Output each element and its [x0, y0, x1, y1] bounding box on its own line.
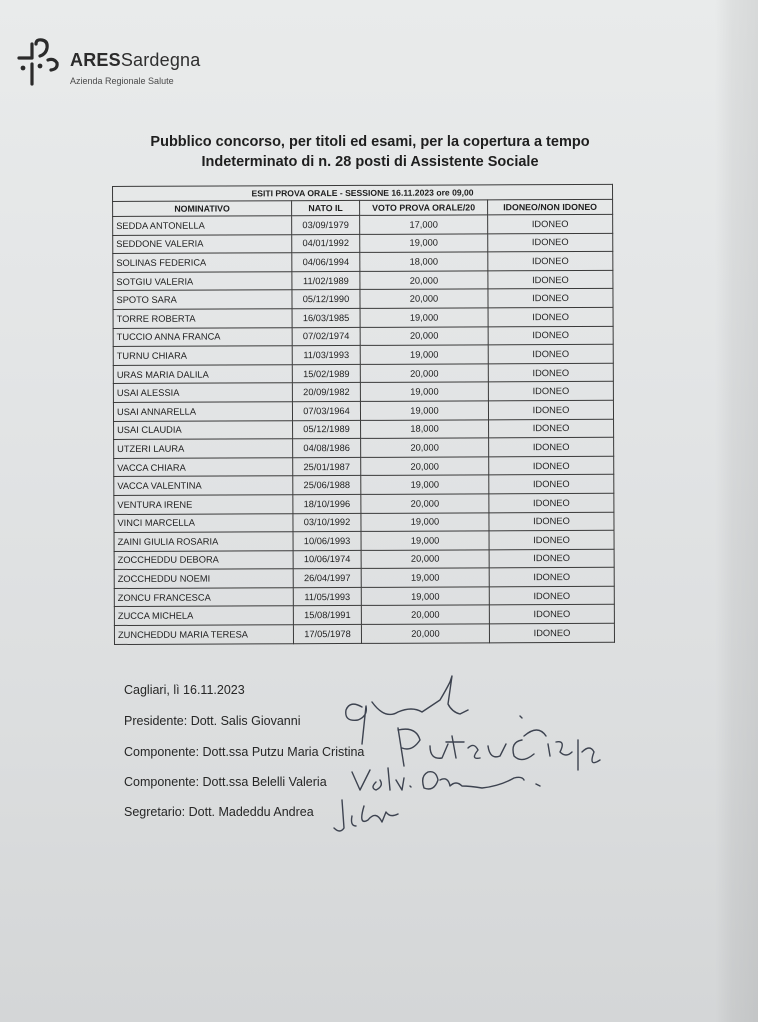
table-row: [114, 530, 614, 551]
table-row: [114, 549, 614, 570]
cell-born: 10/06/1974: [293, 550, 361, 569]
cell-name: SPOTO SARA: [113, 290, 292, 309]
cell-born: 20/09/1982: [292, 383, 360, 402]
cell-result: IDONEO: [488, 233, 613, 252]
cell-score: 19,000: [361, 531, 489, 550]
cell-born: 07/02/1974: [292, 327, 360, 346]
cell-score: 19,000: [361, 512, 489, 531]
cell-result: IDONEO: [488, 252, 613, 271]
cell-result: IDONEO: [488, 363, 613, 382]
cell-score: 19,000: [361, 568, 489, 587]
cell-score: 19,000: [360, 308, 488, 327]
cell-result: IDONEO: [489, 493, 614, 512]
table-row: [114, 456, 614, 477]
cell-name: SOLINAS FEDERICA: [113, 253, 292, 272]
cell-score: 19,000: [361, 587, 489, 606]
cell-name: VACCA CHIARA: [114, 457, 293, 476]
cell-born: 18/10/1996: [293, 494, 361, 513]
cell-name: ZONCU FRANCESCA: [114, 588, 293, 607]
cell-result: IDONEO: [489, 605, 614, 624]
cell-score: 20,000: [360, 271, 488, 290]
cell-name: VACCA VALENTINA: [114, 476, 293, 495]
cell-result: IDONEO: [489, 456, 614, 475]
table-row: [113, 382, 613, 403]
cell-score: 20,000: [360, 289, 488, 308]
cell-born: 04/01/1992: [292, 234, 360, 253]
cell-result: IDONEO: [488, 400, 613, 419]
cell-name: ZOCCHEDDU NOEMI: [114, 569, 293, 588]
cell-result: IDONEO: [489, 530, 614, 549]
cell-name: TURNU CHIARA: [113, 346, 292, 365]
member2-line: Componente: Dott.ssa Belelli Valeria: [124, 775, 327, 789]
cell-name: SOTGIU VALERIA: [113, 271, 292, 290]
cell-score: 17,000: [360, 215, 488, 234]
cell-name: ZAINI GIULIA ROSARIA: [114, 532, 293, 551]
table-row: [113, 307, 613, 328]
table-row: [114, 623, 614, 644]
cell-name: ZOCCHEDDU DEBORA: [114, 550, 293, 569]
cell-born: 17/05/1978: [293, 624, 361, 643]
cell-result: IDONEO: [488, 214, 613, 233]
column-header-born: NATO IL: [292, 200, 360, 215]
cell-result: IDONEO: [489, 512, 614, 531]
session-header: ESITI PROVA ORALE - SESSIONE 16.11.2023 ore 09,00: [113, 184, 613, 201]
cell-result: IDONEO: [488, 344, 613, 363]
cell-score: 20,000: [361, 624, 489, 643]
cell-born: 26/04/1997: [293, 569, 361, 588]
cell-score: 19,000: [361, 475, 489, 494]
cell-score: 20,000: [361, 494, 489, 513]
cell-result: IDONEO: [489, 586, 614, 605]
table-row: [114, 475, 614, 496]
cell-score: 20,000: [361, 605, 489, 624]
table-row: [113, 363, 613, 384]
cell-score: 20,000: [361, 550, 489, 569]
cell-name: USAI ANNARELLA: [113, 402, 292, 421]
cell-score: 20,000: [360, 326, 488, 345]
cell-result: IDONEO: [489, 419, 614, 438]
cell-name: UTZERI LAURA: [114, 439, 293, 458]
table-row: [114, 568, 614, 589]
cell-born: 03/10/1992: [293, 513, 361, 532]
table-row: [114, 586, 614, 607]
cell-name: ZUCCA MICHELA: [114, 606, 293, 625]
cell-born: 04/06/1994: [292, 253, 360, 272]
table-row: [113, 270, 613, 291]
cell-name: SEDDONE VALERIA: [113, 234, 292, 253]
logo-brand-rest: Sardegna: [120, 50, 201, 70]
cell-born: 11/03/1993: [292, 346, 360, 365]
results-table-body: [113, 214, 615, 644]
cell-born: 05/12/1990: [292, 290, 360, 309]
cell-result: IDONEO: [488, 270, 613, 289]
table-row: [113, 252, 613, 273]
cell-result: IDONEO: [489, 623, 614, 642]
cell-score: 18,000: [360, 252, 488, 271]
results-table: [112, 184, 615, 645]
cell-name: TORRE ROBERTA: [113, 309, 292, 328]
table-row: [113, 214, 613, 235]
table-row: [114, 419, 614, 440]
cell-born: 10/06/1993: [293, 532, 361, 551]
cell-born: 11/05/1993: [293, 587, 361, 606]
ares-cross-icon: [14, 38, 66, 88]
cell-born: 03/09/1979: [292, 215, 360, 234]
table-row: [113, 233, 613, 254]
cell-born: 04/08/1986: [293, 439, 361, 458]
cell-born: 15/08/1991: [293, 606, 361, 625]
cell-result: IDONEO: [488, 307, 613, 326]
cell-result: IDONEO: [489, 568, 614, 587]
logo-subtitle: Azienda Regionale Salute: [70, 76, 174, 86]
president-line: Presidente: Dott. Salis Giovanni: [124, 714, 301, 728]
cell-score: 19,000: [360, 401, 488, 420]
page-fold-shadow: [715, 0, 758, 1022]
secretary-line: Segretario: Dott. Madeddu Andrea: [124, 805, 314, 819]
member1-line: Componente: Dott.ssa Putzu Maria Cristina: [124, 745, 365, 759]
cell-score: 19,000: [360, 382, 488, 401]
cell-born: 15/02/1989: [292, 364, 360, 383]
column-header-result: IDONEO/NON IDONEO: [488, 199, 613, 215]
cell-score: 20,000: [361, 457, 489, 476]
place-date: Cagliari, lì 16.11.2023: [124, 683, 245, 697]
cell-born: 05/12/1989: [293, 420, 361, 439]
cell-result: IDONEO: [488, 289, 613, 308]
cell-score: 19,000: [360, 233, 488, 252]
cell-name: USAI ALESSIA: [113, 383, 292, 402]
document-title-line2: Indeterminato di n. 28 posti di Assistente Sociale: [201, 154, 539, 170]
table-row: [114, 605, 614, 626]
cell-score: 20,000: [361, 438, 489, 457]
cell-name: URAS MARIA DALILA: [113, 364, 292, 383]
table-row: [113, 326, 613, 347]
logo-brand-name: [70, 50, 200, 71]
logo-brand-bold: ARES: [70, 50, 121, 70]
cell-result: IDONEO: [489, 549, 614, 568]
cell-result: IDONEO: [488, 382, 613, 401]
cell-name: VENTURA IRENE: [114, 495, 293, 514]
table-row: [113, 289, 613, 310]
cell-score: 20,000: [360, 364, 488, 383]
table-row: [113, 400, 613, 421]
cell-born: 16/03/1985: [292, 308, 360, 327]
cell-result: IDONEO: [489, 437, 614, 456]
cell-name: ZUNCHEDDU MARIA TERESA: [114, 625, 293, 644]
column-header-score: VOTO PROVA ORALE/20: [360, 200, 488, 216]
table-row: [113, 344, 613, 365]
document-title-line1: Pubblico concorso, per titoli ed esami, per la copertura a tempo: [150, 134, 590, 150]
cell-score: 19,000: [360, 345, 488, 364]
cell-name: TUCCIO ANNA FRANCA: [113, 327, 292, 346]
cell-name: VINCI MARCELLA: [114, 513, 293, 532]
cell-born: 25/06/1988: [293, 476, 361, 495]
cell-born: 07/03/1964: [292, 401, 360, 420]
cell-result: IDONEO: [489, 475, 614, 494]
cell-name: USAI CLAUDIA: [114, 420, 293, 439]
cell-result: IDONEO: [488, 326, 613, 345]
table-row: [114, 512, 614, 533]
table-row: [114, 437, 614, 458]
cell-score: 18,000: [361, 419, 489, 438]
cell-born: 25/01/1987: [293, 457, 361, 476]
document-title: [110, 132, 630, 172]
cell-name: SEDDA ANTONELLA: [113, 216, 292, 235]
cell-born: 11/02/1989: [292, 271, 360, 290]
ares-sardegna-logo: [14, 38, 234, 90]
table-row: [114, 493, 614, 514]
column-header-name: NOMINATIVO: [113, 201, 292, 217]
